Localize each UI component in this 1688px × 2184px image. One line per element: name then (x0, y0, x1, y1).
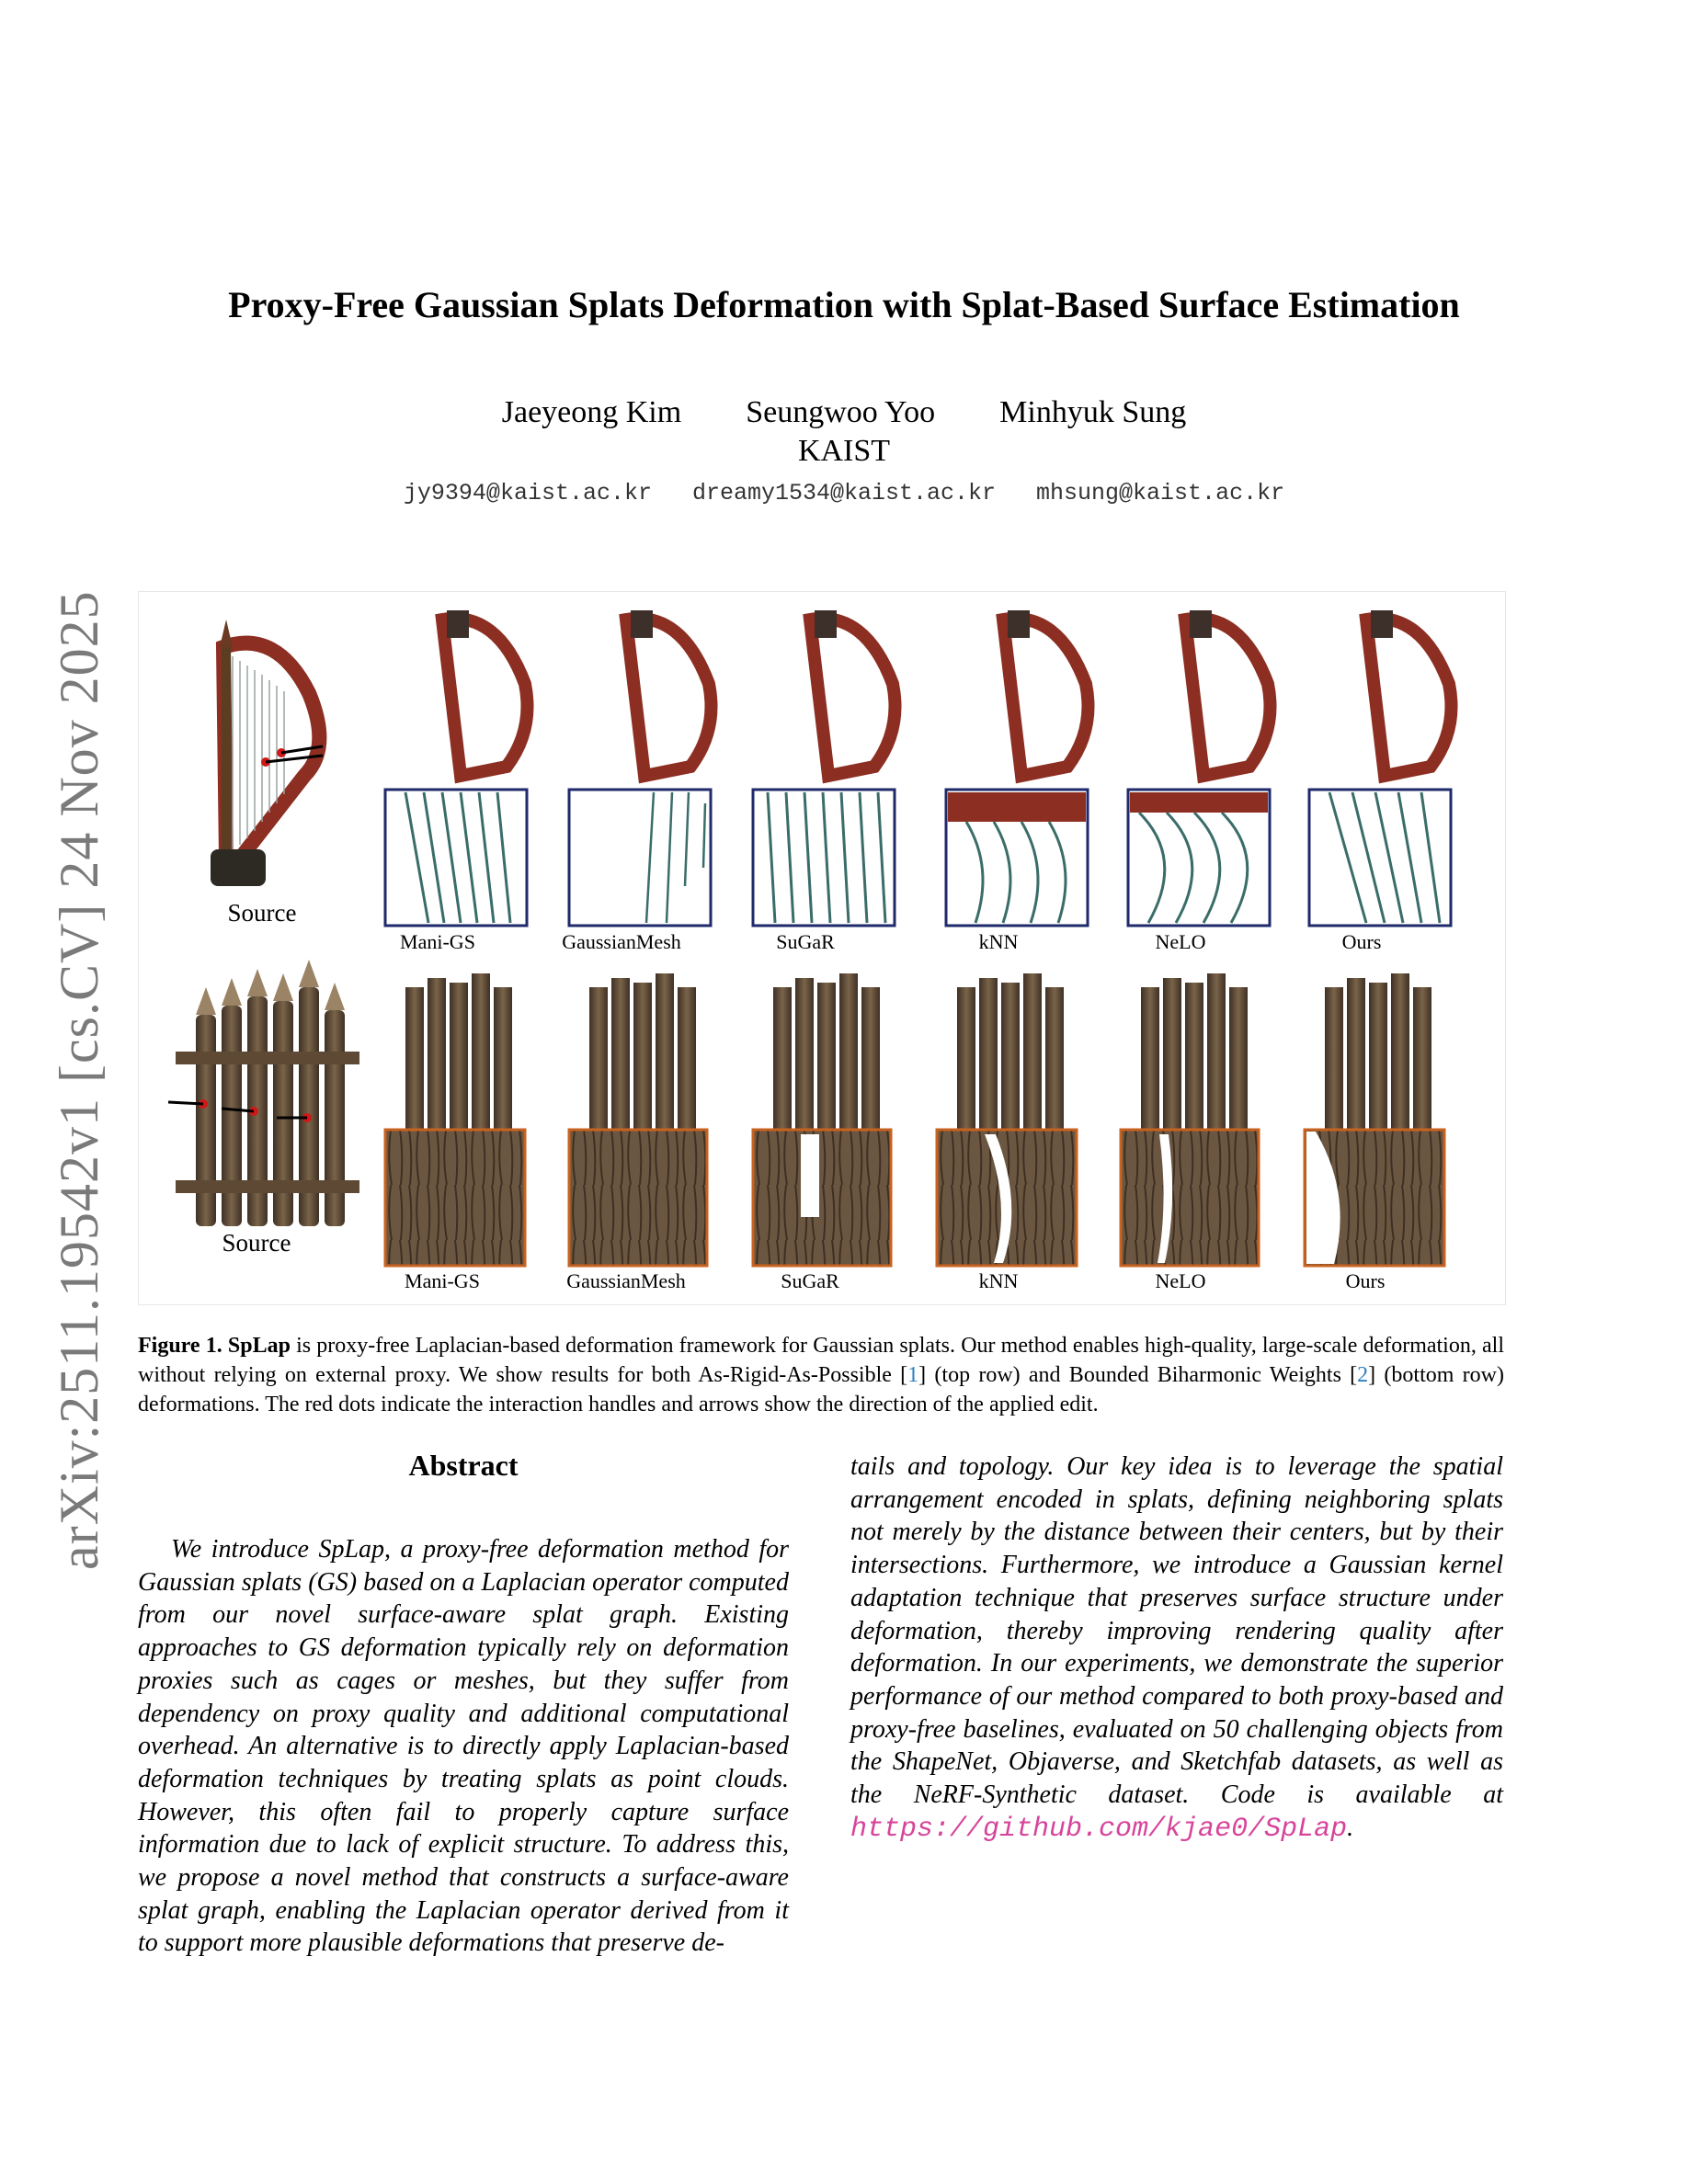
author-name: Minhyuk Sung (999, 395, 1187, 429)
paper-title: Proxy-Free Gaussian Splats Deformation with Splat-Based Surface Estimation (228, 284, 1460, 325)
row1-results (385, 610, 1452, 926)
abstract-column-left (138, 1533, 789, 1960)
method-label-gaussianmesh: GaussianMesh (562, 930, 681, 953)
abstract-heading: Abstract (408, 1449, 519, 1482)
row2-results (385, 973, 1444, 1266)
source-label-top: Source (227, 899, 297, 927)
source-harp (211, 620, 323, 886)
author-list (0, 395, 1688, 430)
abstract-text: tails and topology. Our key idea is to leverage the spatial arrangement encoded in splats, defining neighboring splats not merely by the distance between their centers, but by their intersections. Furthermore, we introduce a Gaussian kernel adaptation technique that preserves surface structure under deformation, thereby improving rendering quality after deformation. In our experiments, we demonstrate the superior performance of our method compared to both proxy-based and proxy-free baselines, evaluated on 50 challenging objects from the ShapeNet, Objaverse, and Sketchfab datasets, as well as the NeRF-Synthetic dataset. Code is available at (850, 1452, 1503, 1810)
caption-text: ] (bottom row) deformations. The red dots indicate the interaction handles and arrows show the direction of the applied edit. (138, 1363, 1504, 1416)
caption-name: SpLap (227, 1334, 291, 1358)
method-label-mani-gs: Mani-GS (400, 930, 475, 953)
method-label-nelo: NeLO (1155, 1269, 1206, 1292)
source-fence (168, 960, 359, 1226)
author-email[interactable]: mhsung@kaist.ac.kr (1036, 480, 1285, 506)
figure-caption (138, 1331, 1504, 1419)
abstract-text: . (1347, 1813, 1354, 1842)
author-email[interactable]: dreamy1534@kaist.ac.kr (691, 480, 997, 506)
method-label-knn: kNN (978, 1269, 1019, 1292)
author-name: Seungwoo Yoo (746, 395, 936, 429)
caption-text: ] (top row) and Bounded Biharmonic Weights [ (918, 1363, 1358, 1387)
arxiv-stamp: arXiv:2511.19542v1 [cs.CV] 24 Nov 2025 (49, 590, 109, 1570)
citation-link[interactable]: 1 (907, 1363, 919, 1387)
method-label-knn: kNN (978, 930, 1019, 953)
citation-link[interactable]: 2 (1357, 1363, 1369, 1387)
abstract-text: We introduce SpLap, a proxy-free deformation method for Gaussian splats (GS) based on a Laplacian operator computed from our novel surface-aware splat graph. Existing approaches to GS deformation typically rely on deformation proxies such as cages or meshes, but they suffer from dependency on proxy quality and additional computational overhead. An alternative is to directly apply Laplacian-based deformation techniques by treating splats as point clouds. However, this often fail to properly capture surface information due to lack of explicit structure. To address this, we propose a novel method that constructs a surface-aware splat graph, enabling the Laplacian operator derived from it to support more plausible deformations that preserve de- (138, 1535, 789, 1958)
method-label-nelo: NeLO (1155, 930, 1206, 953)
method-label-ours: Ours (1341, 930, 1382, 953)
source-label-bottom: Source (222, 1229, 291, 1257)
method-label-gaussianmesh: GaussianMesh (566, 1269, 686, 1292)
author-email[interactable]: jy9394@kaist.ac.kr (403, 480, 652, 506)
caption-label: Figure 1. (138, 1334, 222, 1358)
author-name: Jaeyeong Kim (501, 395, 682, 429)
caption-text: is proxy-free Laplacian-based deformation framework for Gaussian splats. Our method enables high-quality, large-scale deformation, all without relying on external proxy. We show results for both As-Rigid-As-Possible [ (138, 1334, 1505, 1387)
method-label-sugar: SuGaR (781, 1269, 839, 1292)
teaser-figure (138, 591, 1506, 1305)
code-link[interactable]: https://github.com/kjae0/SpLap (850, 1813, 1348, 1845)
method-label-mani-gs: Mani-GS (405, 1269, 480, 1292)
method-label-ours: Ours (1345, 1269, 1386, 1292)
abstract-column-right (850, 1450, 1503, 1846)
email-list (0, 480, 1688, 506)
figure-illustration (139, 592, 1505, 1304)
affiliation: KAIST (797, 434, 891, 468)
method-label-sugar: SuGaR (776, 930, 835, 953)
